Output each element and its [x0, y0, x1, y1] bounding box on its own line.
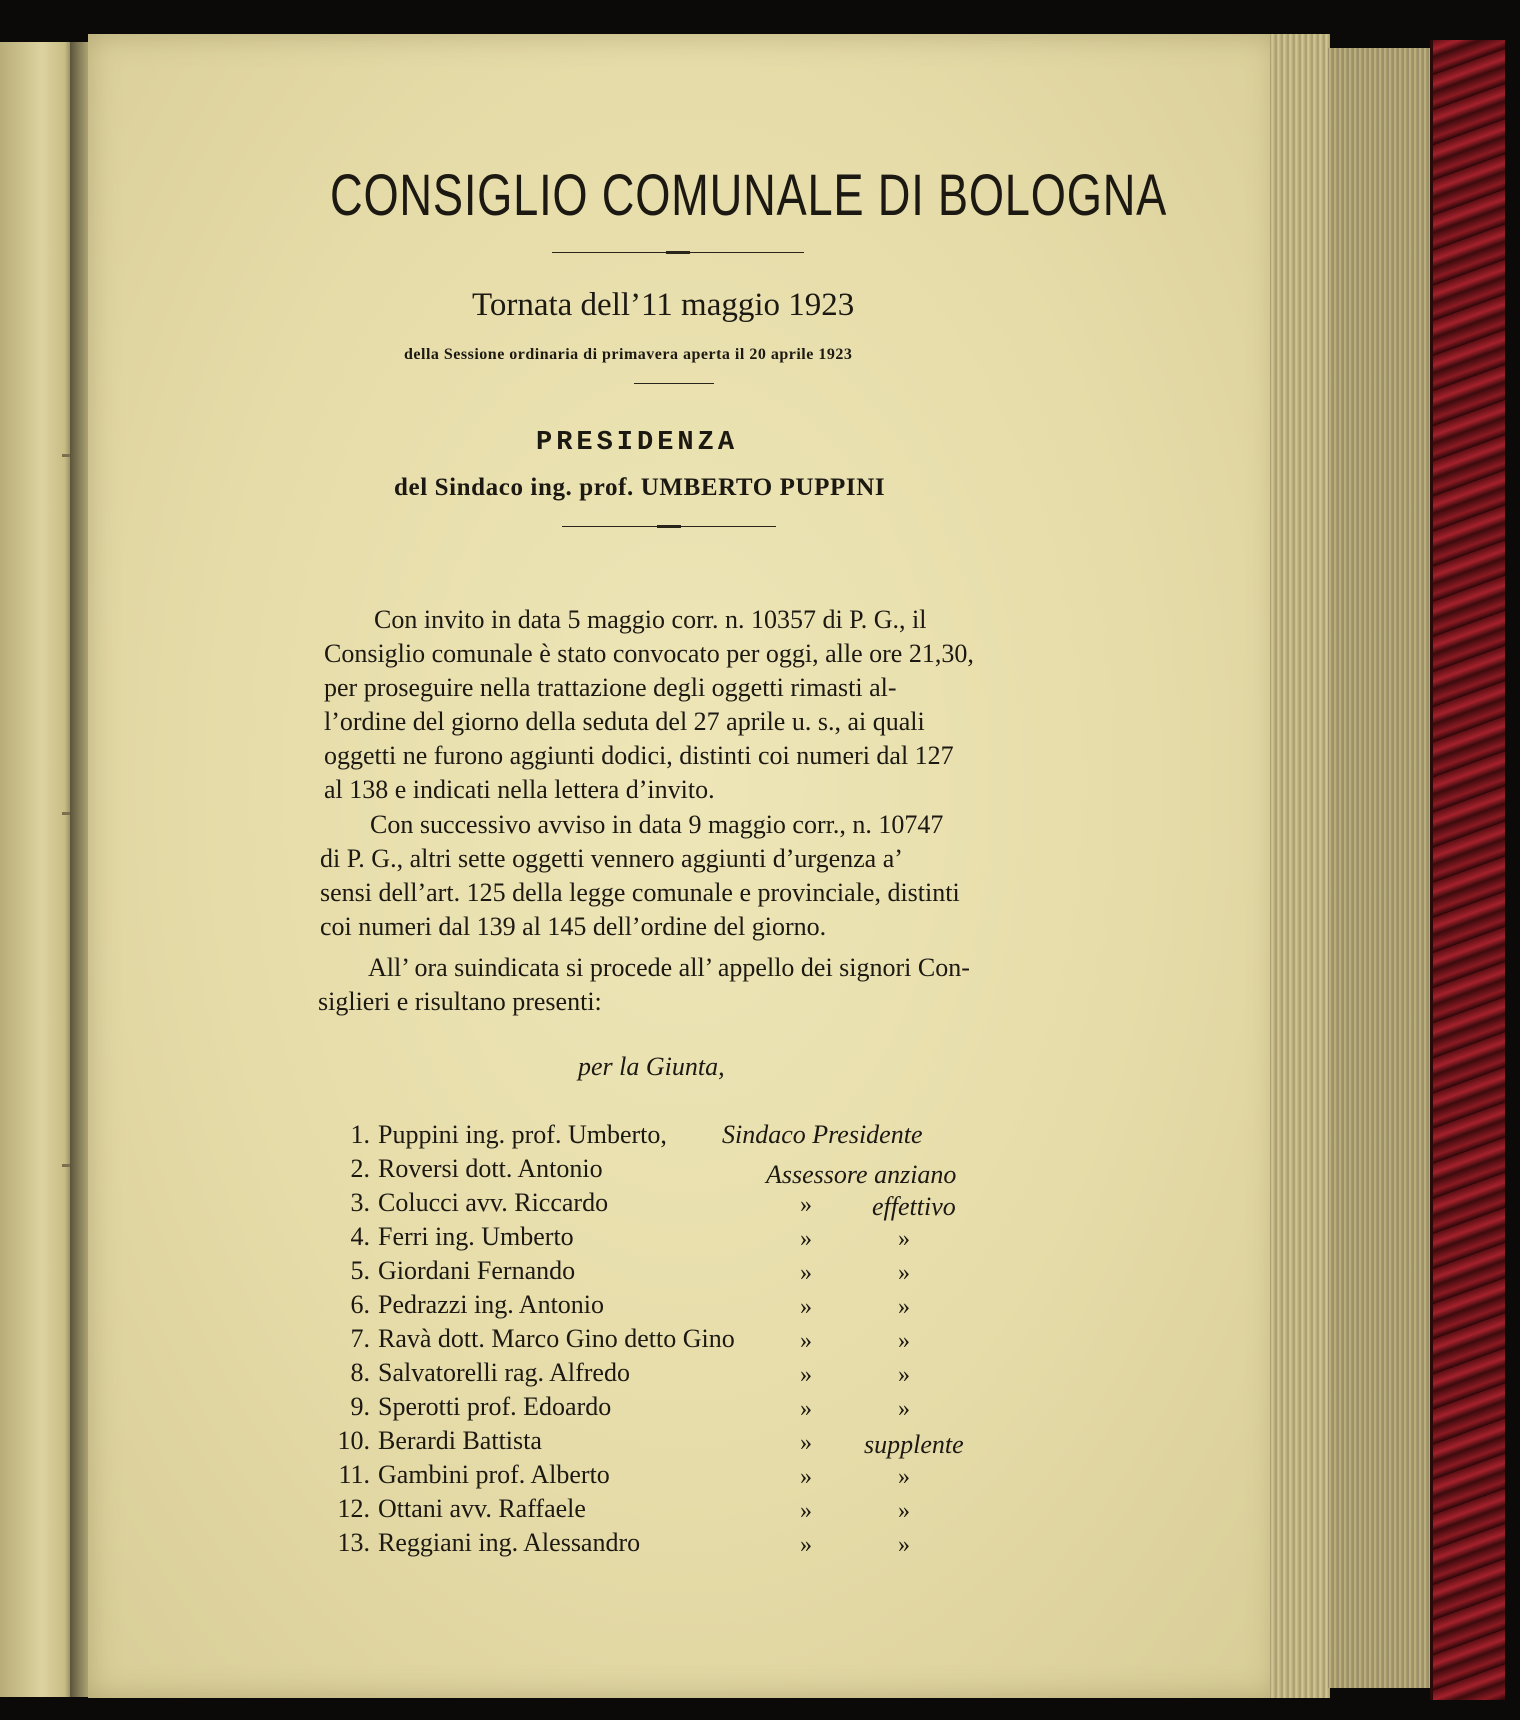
presidency-heading: PRESIDENZA: [536, 428, 739, 458]
paragraph-line: Con invito in data 5 maggio corr. n. 10357 di P. G., il: [374, 605, 927, 634]
session-info: della Sessione ordinaria di primavera aperta il 20 aprile 1923: [404, 346, 853, 363]
paragraph-line: coi numeri dal 139 al 145 dell’ordine del giorno.: [320, 912, 827, 941]
paragraph-line: l’ordine del giorno della seduta del 27 aprile u. s., ai quali: [324, 707, 925, 736]
ditto-mark: »: [898, 1362, 910, 1388]
member-name: Colucci avv. Riccardo: [378, 1188, 609, 1217]
paragraph-line: Consiglio comunale è stato convocato per oggi, alle ore 21,30,: [324, 639, 974, 668]
member-role: Sindaco Presidente: [722, 1120, 923, 1149]
member-name: Gambini prof. Alberto: [378, 1460, 610, 1489]
member-number: 6.: [350, 1290, 370, 1319]
ditto-mark: »: [898, 1226, 910, 1252]
member-name: Ravà dott. Marco Gino detto Gino: [378, 1324, 735, 1353]
ditto-mark: »: [800, 1396, 812, 1422]
paragraph-line: siglieri e risultano presenti:: [318, 987, 602, 1016]
ditto-mark: »: [898, 1532, 910, 1558]
book-cover: [1430, 40, 1505, 1700]
member-number: 4.: [350, 1222, 370, 1251]
divider: [552, 252, 804, 253]
member-role: effettivo: [872, 1192, 956, 1221]
ditto-mark: »: [800, 1226, 812, 1252]
paragraph-line: sensi dell’art. 125 della legge comunale e provinciale, distinti: [320, 878, 960, 907]
member-number: 13.: [337, 1528, 370, 1557]
member-name: Ferri ing. Umberto: [378, 1222, 574, 1251]
ditto-mark: »: [898, 1396, 910, 1422]
member-name: Pedrazzi ing. Antonio: [378, 1290, 605, 1319]
ditto-mark: »: [898, 1498, 910, 1524]
page-title: CONSIGLIO COMUNALE DI BOLOGNA: [330, 163, 1168, 228]
paragraph-line: per proseguire nella trattazione degli oggetti rimasti al-: [324, 673, 897, 702]
paragraph-line: Con successivo avviso in data 9 maggio corr., n. 10747: [370, 810, 944, 839]
member-number: 5.: [350, 1256, 370, 1285]
ditto-mark: »: [898, 1294, 910, 1320]
ditto-mark: »: [800, 1498, 812, 1524]
paragraph-line: al 138 e indicati nella lettera d’invito.: [324, 775, 715, 804]
member-name: Giordani Fernando: [378, 1256, 576, 1285]
ditto-mark: »: [800, 1328, 812, 1354]
member-number: 2.: [350, 1154, 370, 1183]
member-name: Puppini ing. prof. Umberto,: [378, 1120, 667, 1149]
session-date: Tornata dell’11 maggio 1923: [472, 287, 855, 323]
member-number: 1.: [350, 1120, 370, 1149]
member-name: Sperotti prof. Edoardo: [378, 1392, 612, 1421]
divider: [562, 526, 776, 527]
member-name: Roversi dott. Antonio: [378, 1154, 603, 1183]
member-number: 8.: [350, 1358, 370, 1387]
paragraph-line: oggetti ne furono aggiunti dodici, distinti coi numeri dal 127: [324, 741, 954, 770]
ditto-mark: »: [898, 1260, 910, 1286]
member-name: Salvatorelli rag. Alfredo: [378, 1358, 630, 1387]
ditto-mark: »: [800, 1362, 812, 1388]
ditto-mark: »: [800, 1464, 812, 1490]
member-number: 9.: [350, 1392, 370, 1421]
member-name: Reggiani ing. Alessandro: [378, 1528, 641, 1557]
member-name: Ottani avv. Raffaele: [378, 1494, 586, 1523]
ditto-mark: »: [800, 1294, 812, 1320]
paragraph-line: di P. G., altri sette oggetti vennero aggiunti d’urgenza a’: [320, 844, 903, 873]
ditto-mark: »: [800, 1532, 812, 1558]
member-number: 11.: [338, 1460, 370, 1489]
ditto-mark: »: [898, 1464, 910, 1490]
paragraph-line: All’ ora suindicata si procede all’ appello dei signori Con-: [368, 953, 970, 982]
presidency-chair: del Sindaco ing. prof. UMBERTO PUPPINI: [394, 474, 886, 501]
ditto-mark: »: [800, 1260, 812, 1286]
member-number: 12.: [337, 1494, 370, 1523]
member-number: 3.: [350, 1188, 370, 1217]
page-stack-edge: [1328, 48, 1432, 1688]
member-name: Berardi Battista: [378, 1426, 542, 1455]
divider: [634, 383, 714, 384]
ditto-mark: »: [800, 1192, 812, 1218]
page-stack-edge: [1270, 34, 1330, 1698]
ditto-mark: »: [800, 1430, 812, 1456]
member-number: 10.: [337, 1426, 370, 1455]
member-number: 7.: [350, 1324, 370, 1353]
ditto-mark: »: [898, 1328, 910, 1354]
giunta-heading: per la Giunta,: [578, 1052, 725, 1081]
member-role: Assessore anziano: [766, 1160, 957, 1189]
left-page-edge: [0, 42, 76, 1697]
member-role: supplente: [864, 1430, 964, 1459]
